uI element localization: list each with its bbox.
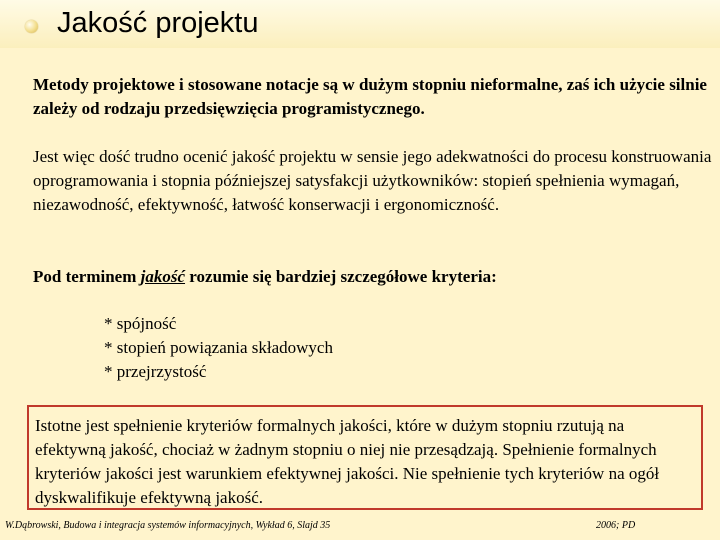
criteria-intro-after: rozumie się bardziej szczegółowe kryteria: bbox=[185, 267, 497, 286]
paragraph-criteria-intro bbox=[33, 265, 713, 289]
round-bullet-icon bbox=[25, 20, 38, 33]
criteria-list bbox=[104, 312, 333, 384]
slide-title: Jakość projektu bbox=[57, 7, 259, 39]
footer-date: 2006; PD bbox=[596, 520, 636, 531]
paragraph-intro: Metody projektowe i stosowane notacje są w dużym stopniu nieformalne, zaś ich użycie silnie zależy od rodzaju przedsięwzięcia programistycznego. bbox=[33, 75, 707, 118]
list-item: * stopień powiązania składowych bbox=[104, 338, 333, 357]
list-item: * przejrzystość bbox=[104, 362, 207, 381]
criteria-intro-before: Pod terminem bbox=[33, 267, 141, 286]
highlighted-box bbox=[27, 405, 703, 510]
list-item: * spójność bbox=[104, 314, 177, 333]
title-bar bbox=[0, 0, 720, 48]
footer-source: W.Dąbrowski, Budowa i integracja systemów informacyjnych, Wykład 6, Slajd 35 bbox=[5, 520, 331, 531]
criteria-intro-emphasis: jakość bbox=[140, 267, 186, 286]
paragraph-quality-assessment: Jest więc dość trudno ocenić jakość projektu w sensie jego adekwatności do procesu konstruowania oprogramowania i stopnia późniejszej satysfakcji użytkowników: stopień spełnienia wymagań, niezawodność, efektywność, łatwość konserwacji i ergonomiczność. bbox=[33, 147, 712, 214]
highlighted-box-text: Istotne jest spełnienie kryteriów formalnych jakości, które w dużym stopniu rzutują na efektywną jakość, chociaż w żadnym stopniu o niej nie przesądzają. Spełnienie formalnych kryteriów jakości jest warunkiem efektywnej jakości. Nie spełnienie tych kryteriów na ogół dyskwalifikuje efektywną jakość. bbox=[35, 416, 660, 507]
